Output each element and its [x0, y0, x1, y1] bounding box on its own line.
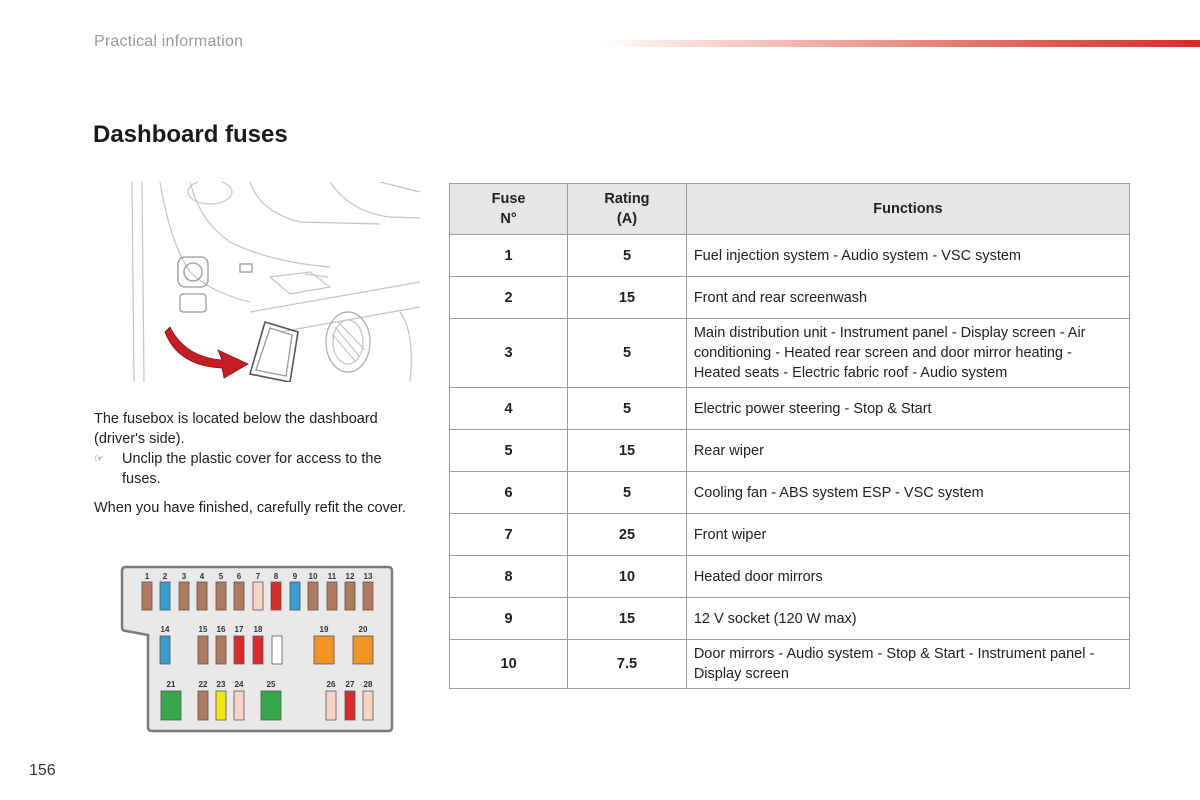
fusebox-location-text: The fusebox is located below the dashboard (driver's side). — [94, 411, 378, 447]
fuse-body — [161, 691, 181, 720]
fuse-functions: Heated door mirrors — [686, 556, 1129, 598]
fuse-number: 10 — [450, 640, 568, 689]
fuse-label: 20 — [358, 625, 368, 634]
fuse-rating: 25 — [568, 514, 687, 556]
fuse-rating: 5 — [568, 472, 687, 514]
fuse-body — [326, 691, 336, 720]
fuse-label: 21 — [166, 680, 176, 689]
fuse-11 — [327, 572, 337, 610]
fuse-label: 18 — [253, 625, 263, 634]
fuse-label: 12 — [345, 572, 355, 581]
fuse-functions: Door mirrors - Audio system - Stop & Start - Instrument panel - Display screen — [686, 640, 1129, 689]
fuse-body — [272, 636, 282, 664]
fuse-number: 3 — [450, 319, 568, 388]
fuse-label: 9 — [292, 572, 298, 581]
fuse-27 — [345, 680, 355, 720]
fuse-label: 17 — [234, 625, 244, 634]
fuse-spare — [272, 636, 282, 664]
fuse-rating: 5 — [568, 235, 687, 277]
header-accent-bar — [600, 40, 1200, 47]
fuse-body — [314, 636, 334, 664]
fuse-23 — [216, 680, 226, 720]
fuse-label: 4 — [199, 572, 205, 581]
fuse-body — [271, 582, 281, 610]
fuse-10 — [308, 572, 318, 610]
fuse-number: 8 — [450, 556, 568, 598]
fuse-26 — [326, 680, 336, 720]
table-row — [450, 235, 1130, 277]
table-row — [450, 277, 1130, 319]
header-fuse — [450, 184, 568, 235]
page-title: Dashboard fuses — [93, 121, 288, 148]
fuse-number: 9 — [450, 598, 568, 640]
header-rating — [568, 184, 687, 235]
fuse-functions: Front wiper — [686, 514, 1129, 556]
fuse-body — [142, 582, 152, 610]
fuse-label: 25 — [266, 680, 276, 689]
fuse-label: 16 — [216, 625, 226, 634]
fuse-18 — [253, 625, 263, 664]
fuse-body — [198, 636, 208, 664]
fuse-16 — [216, 625, 226, 664]
fuse-label: 7 — [255, 572, 261, 581]
fuse-rating: 15 — [568, 430, 687, 472]
fuse-functions: Main distribution unit - Instrument panel - Display screen - Air conditioning - Heated rear screen and door mirror heating - Heated seats - Electric fabric roof - Audio system — [686, 319, 1129, 388]
fuse-number: 4 — [450, 388, 568, 430]
header-rating-line2: (A) — [616, 211, 638, 227]
fuse-label: 27 — [345, 680, 355, 689]
fuse-body — [253, 582, 263, 610]
fuse-label: 11 — [327, 572, 337, 581]
fuse-label: 23 — [216, 680, 226, 689]
fuse-body — [345, 691, 355, 720]
fuse-body — [363, 691, 373, 720]
fuse-rating: 10 — [568, 556, 687, 598]
fuse-number: 1 — [450, 235, 568, 277]
step-text: Unclip the plastic cover for access to the fuses. — [122, 451, 382, 487]
fuse-label: 19 — [319, 625, 329, 634]
fuse-body — [234, 582, 244, 610]
fuse-13 — [363, 572, 373, 610]
instruction-step — [94, 449, 414, 489]
header-fuse-line1: Fuse — [491, 191, 526, 207]
fuse-28 — [363, 680, 373, 720]
refit-text: When you have finished, carefully refit the cover. — [94, 500, 406, 516]
fuse-rating: 5 — [568, 388, 687, 430]
fuse-label: 15 — [198, 625, 208, 634]
table-row — [450, 598, 1130, 640]
fuse-label: 3 — [181, 572, 187, 581]
section-label: Practical information — [94, 33, 244, 50]
fuse-body — [197, 582, 207, 610]
fuse-body — [290, 582, 300, 610]
fuse-body — [160, 582, 170, 610]
fuse-body — [363, 582, 373, 610]
header-functions: Functions — [686, 184, 1129, 235]
fuse-15 — [198, 625, 208, 664]
fuse-table — [449, 183, 1130, 689]
fuse-functions: Fuel injection system - Audio system - VSC system — [686, 235, 1129, 277]
fuse-number: 6 — [450, 472, 568, 514]
fuse-22 — [198, 680, 208, 720]
fuse-label: 28 — [363, 680, 373, 689]
pointing-hand-icon: ☞ — [94, 453, 104, 465]
fuse-label: 14 — [160, 625, 170, 634]
fuse-number: 2 — [450, 277, 568, 319]
fuse-17 — [234, 625, 244, 664]
fuse-label: 8 — [273, 572, 279, 581]
intro-text — [94, 409, 414, 518]
fuse-body — [179, 582, 189, 610]
table-row — [450, 430, 1130, 472]
page-number: 156 — [29, 762, 56, 779]
table-row — [450, 556, 1130, 598]
fuse-body — [160, 636, 170, 664]
fuse-number: 7 — [450, 514, 568, 556]
table-row — [450, 472, 1130, 514]
fuse-functions: Electric power steering - Stop & Start — [686, 388, 1129, 430]
table-row — [450, 514, 1130, 556]
header-fuse-line2: N° — [500, 211, 517, 227]
fuse-body — [234, 636, 244, 664]
fuse-label: 1 — [144, 572, 150, 581]
fuse-rating: 5 — [568, 319, 687, 388]
fuse-functions: Cooling fan - ABS system ESP - VSC system — [686, 472, 1129, 514]
fuse-rating: 15 — [568, 277, 687, 319]
fuse-body — [353, 636, 373, 664]
header-rating-line1: Rating — [604, 191, 650, 207]
fuse-label: 2 — [162, 572, 168, 581]
fuse-label: 24 — [234, 680, 244, 689]
fuse-rating: 15 — [568, 598, 687, 640]
fuse-body — [253, 636, 263, 664]
fuse-body — [198, 691, 208, 720]
fusebox-diagram — [118, 563, 396, 735]
fuse-body — [216, 582, 226, 610]
fuse-rating: 7.5 — [568, 640, 687, 689]
fuse-14 — [160, 625, 170, 664]
fuse-body — [234, 691, 244, 720]
fuse-body — [216, 691, 226, 720]
fuse-body — [327, 582, 337, 610]
fuse-body — [261, 691, 281, 720]
table-row — [450, 640, 1130, 689]
fuse-12 — [345, 572, 355, 610]
fuse-body — [308, 582, 318, 610]
fuse-functions: Rear wiper — [686, 430, 1129, 472]
fuse-label: 5 — [218, 572, 224, 581]
fuse-body — [345, 582, 355, 610]
fuse-label: 22 — [198, 680, 208, 689]
fuse-label: 10 — [308, 572, 318, 581]
fuse-24 — [234, 680, 244, 720]
fuse-number: 5 — [450, 430, 568, 472]
table-header-row — [450, 184, 1130, 235]
table-row — [450, 319, 1130, 388]
fuse-functions: 12 V socket (120 W max) — [686, 598, 1129, 640]
fuse-label: 6 — [236, 572, 242, 581]
fuse-body — [216, 636, 226, 664]
table-row — [450, 388, 1130, 430]
fuse-label: 26 — [326, 680, 336, 689]
fusebox-location-illustration — [130, 182, 420, 382]
fuse-label: 13 — [363, 572, 373, 581]
fuse-functions: Front and rear screenwash — [686, 277, 1129, 319]
